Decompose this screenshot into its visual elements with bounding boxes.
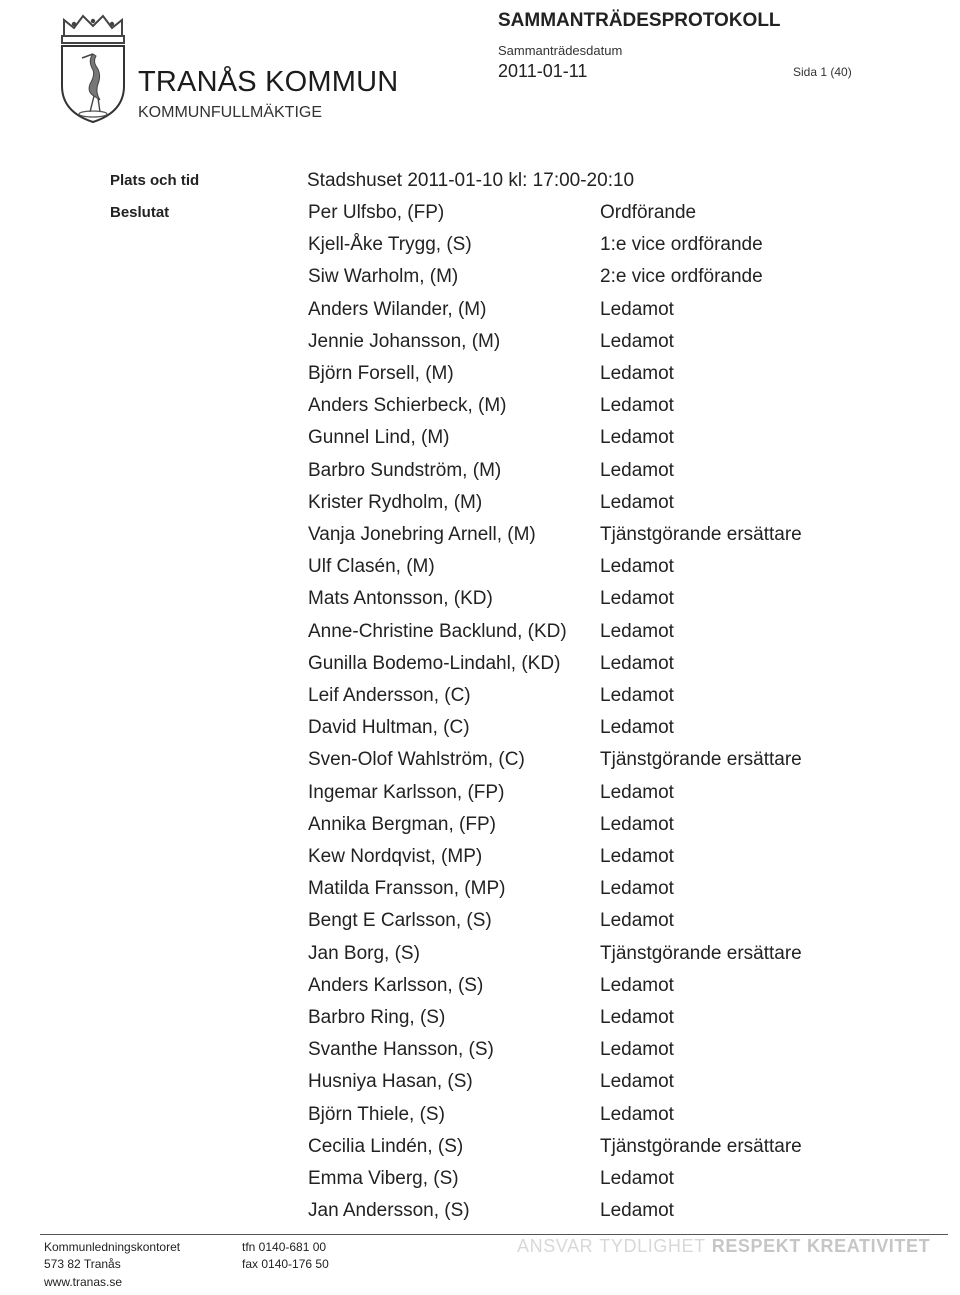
member-role: Ledamot (600, 1039, 674, 1060)
member-role: Ledamot (600, 460, 674, 481)
member-name: Björn Forsell, (M) (308, 363, 454, 384)
member-role: Ledamot (600, 878, 674, 899)
member-name: Ulf Clasén, (M) (308, 556, 435, 577)
value-word: ANSVAR (517, 1236, 594, 1256)
member-name: Anders Schierbeck, (M) (308, 395, 507, 416)
member-role: Ledamot (600, 685, 674, 706)
member-name: Per Ulfsbo, (FP) (308, 202, 445, 223)
member-name: Cecilia Lindén, (S) (308, 1136, 464, 1157)
member-role: Ledamot (600, 588, 674, 609)
value-word: RESPEKT (711, 1236, 801, 1256)
member-role: Ledamot (600, 1200, 674, 1221)
member-role: 1:e vice ordförande (600, 234, 763, 255)
member-name: Jennie Johansson, (M) (308, 331, 501, 352)
organization-name: TRANÅS KOMMUN (138, 66, 399, 98)
member-name: Vanja Jonebring Arnell, (M) (308, 524, 536, 545)
member-role: Tjänstgörande ersättare (600, 524, 802, 545)
member-role: Ledamot (600, 653, 674, 674)
member-name: Svanthe Hansson, (S) (308, 1039, 494, 1060)
member-name: Emma Viberg, (S) (308, 1168, 459, 1189)
value-word: KREATIVITET (806, 1236, 931, 1256)
municipal-coat-of-arms-icon (52, 14, 134, 126)
member-role: Ledamot (600, 717, 674, 738)
meeting-date-label: Sammanträdesdatum (498, 43, 623, 58)
member-name: Jan Borg, (S) (308, 943, 420, 964)
member-role: Tjänstgörande ersättare (600, 943, 802, 964)
member-role: 2:e vice ordförande (600, 266, 763, 287)
member-role: Ledamot (600, 299, 674, 320)
place-time-value: Stadshuset 2011-01-10 kl: 17:00-20:10 (307, 170, 635, 191)
member-name: Barbro Ring, (S) (308, 1007, 446, 1028)
member-role: Ledamot (600, 556, 674, 577)
member-name: Ingemar Karlsson, (FP) (308, 782, 505, 803)
place-time-label: Plats och tid (110, 172, 200, 189)
member-role: Ledamot (600, 910, 674, 931)
member-role: Ledamot (600, 1071, 674, 1092)
member-role: Ledamot (600, 395, 674, 416)
footer-divider (40, 1234, 948, 1235)
member-name: Björn Thiele, (S) (308, 1104, 445, 1125)
member-name: Anders Wilander, (M) (308, 299, 487, 320)
footer-office: Kommunledningskontoret (44, 1240, 181, 1254)
member-name: David Hultman, (C) (308, 717, 470, 738)
footer-fax: fax 0140-176 50 (242, 1257, 329, 1271)
footer-website: www.tranas.se (44, 1275, 123, 1289)
member-role: Ledamot (600, 782, 674, 803)
page-number: Sida 1 (40) (793, 65, 852, 79)
member-name: Leif Andersson, (C) (308, 685, 471, 706)
member-name: Gunilla Bodemo-Lindahl, (KD) (308, 653, 561, 674)
member-name: Gunnel Lind, (M) (308, 427, 450, 448)
member-name: Husniya Hasan, (S) (308, 1071, 473, 1092)
footer-phone: tfn 0140-681 00 (242, 1240, 327, 1254)
organization-unit: KOMMUNFULLMÄKTIGE (138, 104, 323, 121)
member-name: Sven-Olof Wahlström, (C) (308, 749, 525, 770)
member-name: Matilda Fransson, (MP) (308, 878, 506, 899)
member-role: Ledamot (600, 814, 674, 835)
member-role: Ledamot (600, 331, 674, 352)
member-name: Mats Antonsson, (KD) (308, 588, 493, 609)
meeting-date-value: 2011-01-11 (498, 61, 588, 81)
document-title: SAMMANTRÄDESPROTOKOLL (498, 10, 781, 31)
decision-label: Beslutat (110, 204, 170, 221)
member-name: Barbro Sundström, (M) (308, 460, 502, 481)
member-name: Kjell-Åke Trygg, (S) (308, 234, 472, 255)
member-name: Kew Nordqvist, (MP) (308, 846, 483, 867)
member-role: Ledamot (600, 1168, 674, 1189)
member-name: Jan Andersson, (S) (308, 1200, 470, 1221)
member-name: Bengt E Carlsson, (S) (308, 910, 492, 931)
member-name: Annika Bergman, (FP) (308, 814, 496, 835)
member-name: Anne-Christine Backlund, (KD) (308, 621, 567, 642)
member-role: Ledamot (600, 621, 674, 642)
value-word: TYDLIGHET (599, 1236, 706, 1256)
member-role: Ledamot (600, 492, 674, 513)
core-values-banner (517, 1236, 936, 1257)
member-role: Ordförande (600, 202, 697, 223)
member-role: Ledamot (600, 846, 674, 867)
member-role: Ledamot (600, 427, 674, 448)
member-name: Anders Karlsson, (S) (308, 975, 484, 996)
footer-address: 573 82 Tranås (44, 1257, 121, 1271)
member-role: Ledamot (600, 1104, 674, 1125)
member-role: Ledamot (600, 975, 674, 996)
member-name: Krister Rydholm, (M) (308, 492, 483, 513)
member-role: Tjänstgörande ersättare (600, 1136, 802, 1157)
member-role: Ledamot (600, 363, 674, 384)
member-role: Tjänstgörande ersättare (600, 749, 802, 770)
member-role: Ledamot (600, 1007, 674, 1028)
member-name: Siw Warholm, (M) (308, 266, 459, 287)
